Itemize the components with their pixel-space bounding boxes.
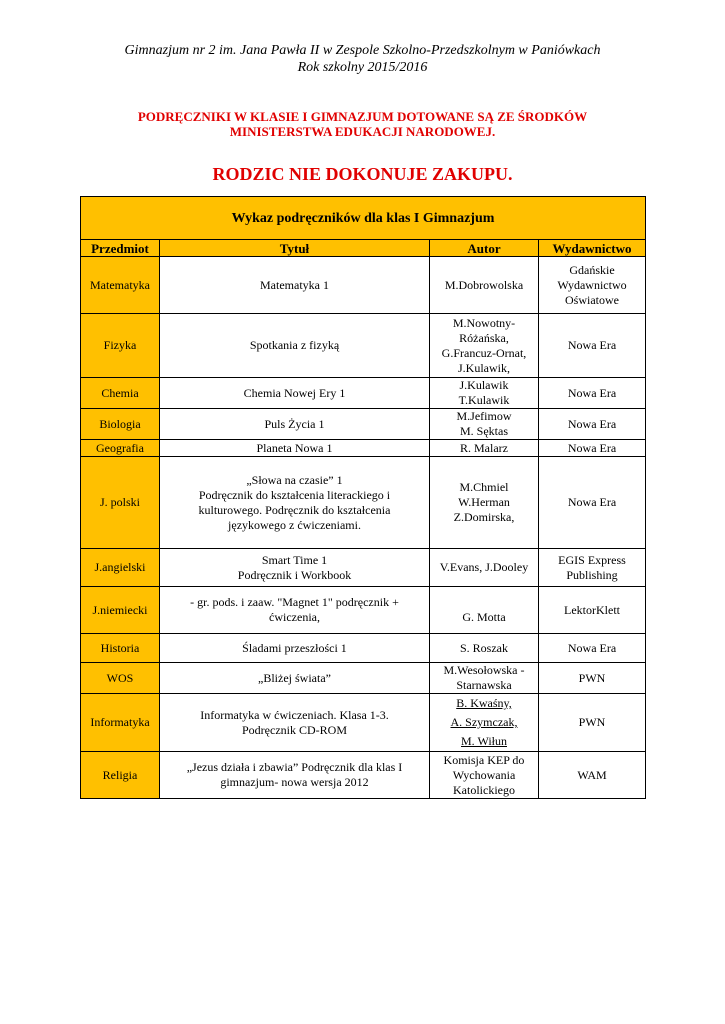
title-cell: „Słowa na czasie” 1 Podręcznik do kształcenia literackiego i kulturowego. Podręcznik do kształcenia językowego z ćwiczeniami. — [160, 457, 430, 549]
table-row — [81, 752, 646, 799]
table-row — [81, 378, 646, 409]
author-cell: V.Evans, J.Dooley — [430, 549, 539, 587]
title-cell: „Jezus działa i zbawia” Podręcznik dla klas I gimnazjum- nowa wersja 2012 — [160, 752, 430, 799]
title-cell: „Bliżej świata” — [160, 663, 430, 694]
title-cell: Planeta Nowa 1 — [160, 440, 430, 457]
publisher-cell: PWN — [539, 663, 646, 694]
publisher-cell: Nowa Era — [539, 314, 646, 378]
author-cell: S. Roszak — [430, 634, 539, 663]
subject-cell: Chemia — [81, 378, 160, 409]
author-cell: M.Jefimow M. Sęktas — [430, 409, 539, 440]
publisher-cell: Gdańskie Wydawnictwo Oświatowe — [539, 257, 646, 314]
subject-cell: Geografia — [81, 440, 160, 457]
title-cell: Śladami przeszłości 1 — [160, 634, 430, 663]
subject-cell: Informatyka — [81, 694, 160, 752]
subject-cell: Matematyka — [81, 257, 160, 314]
school-year: Rok szkolny 2015/2016 — [297, 60, 428, 75]
subject-cell: J. polski — [81, 457, 160, 549]
title-cell: Informatyka w ćwiczeniach. Klasa 1-3. Podręcznik CD-ROM — [160, 694, 430, 752]
funding-notice — [0, 109, 725, 139]
table-row — [81, 314, 646, 378]
author-cell: J.Kulawik T.Kulawik — [430, 378, 539, 409]
table-row — [81, 663, 646, 694]
table-row — [81, 257, 646, 314]
subject-cell: J.niemiecki — [81, 587, 160, 634]
author-cell: M.Wesołowska - Starnawska — [430, 663, 539, 694]
subject-cell: Religia — [81, 752, 160, 799]
column-header-subject: Przedmiot — [81, 240, 160, 257]
author-cell: Komisja KEP do Wychowania Katolickiego — [430, 752, 539, 799]
table-row — [81, 694, 646, 752]
document-header — [0, 42, 725, 76]
table-caption: Wykaz podręczników dla klas I Gimnazjum — [81, 197, 646, 240]
table-row — [81, 440, 646, 457]
no-purchase-notice: RODZIC NIE DOKONUJE ZAKUPU. — [212, 164, 513, 184]
textbook-table — [80, 196, 646, 799]
author-cell: M.Chmiel W.Herman Z.Domirska, — [430, 457, 539, 549]
publisher-cell: Nowa Era — [539, 634, 646, 663]
publisher-cell: PWN — [539, 694, 646, 752]
table-row — [81, 549, 646, 587]
title-cell: Chemia Nowej Ery 1 — [160, 378, 430, 409]
school-name: Gimnazjum nr 2 im. Jana Pawła II w Zespole Szkolno-Przedszkolnym w Paniówkach — [124, 43, 601, 58]
author-cell: M.Nowotny- Różańska, G.Francuz-Ornat, J.Kulawik, — [430, 314, 539, 378]
author-cell: R. Malarz — [430, 440, 539, 457]
column-header-publisher: Wydawnictwo — [539, 240, 646, 257]
publisher-cell: Nowa Era — [539, 440, 646, 457]
subject-cell: WOS — [81, 663, 160, 694]
title-cell: Smart Time 1 Podręcznik i Workbook — [160, 549, 430, 587]
publisher-cell: WAM — [539, 752, 646, 799]
table-row — [81, 634, 646, 663]
subject-cell: J.angielski — [81, 549, 160, 587]
table-row — [81, 457, 646, 549]
author-cell: B. Kwaśny, A. Szymczak, M. Wiłun — [430, 694, 539, 752]
publisher-cell: LektorKlett — [539, 587, 646, 634]
publisher-cell: EGIS Express Publishing — [539, 549, 646, 587]
author-cell: G. Motta — [430, 587, 539, 634]
publisher-cell: Nowa Era — [539, 409, 646, 440]
column-header-title: Tytuł — [160, 240, 430, 257]
title-cell: Matematyka 1 — [160, 257, 430, 314]
funding-notice-line2: MINISTERSTWA EDUKACJI NARODOWEJ. — [229, 124, 496, 139]
author-cell: M.Dobrowolska — [430, 257, 539, 314]
subject-cell: Fizyka — [81, 314, 160, 378]
publisher-cell: Nowa Era — [539, 457, 646, 549]
table-row — [81, 587, 646, 634]
funding-notice-line1: PODRĘCZNIKI W KLASIE I GIMNAZJUM DOTOWANE SĄ ZE ŚRODKÓW — [137, 109, 588, 124]
table-row — [81, 409, 646, 440]
publisher-cell: Nowa Era — [539, 378, 646, 409]
title-cell: - gr. pods. i zaaw. "Magnet 1" podręcznik + ćwiczenia, — [160, 587, 430, 634]
subject-cell: Historia — [81, 634, 160, 663]
title-cell: Puls Życia 1 — [160, 409, 430, 440]
column-header-author: Autor — [430, 240, 539, 257]
title-cell: Spotkania z fizyką — [160, 314, 430, 378]
subject-cell: Biologia — [81, 409, 160, 440]
